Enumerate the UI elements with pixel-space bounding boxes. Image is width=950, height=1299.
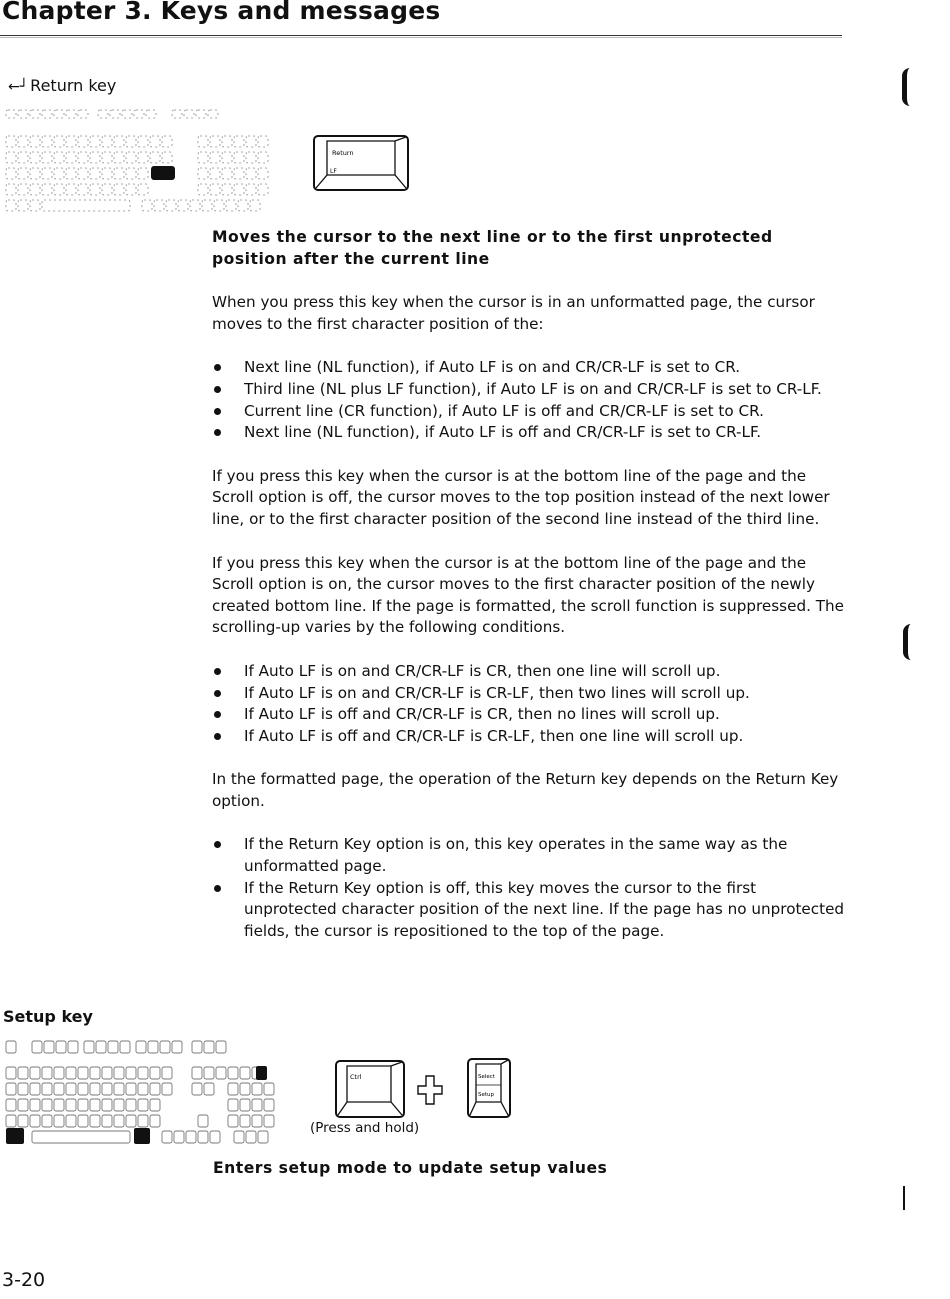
list-item: Next line (NL function), if Auto LF is on and CR/CR-LF is set to CR.	[212, 357, 848, 379]
list-item: If Auto LF is on and CR/CR-LF is CR-LF, then two lines will scroll up.	[212, 683, 848, 705]
return-list-2	[212, 661, 848, 747]
return-para-4: In the formatted page, the operation of the Return key depends on the Return Key option.	[212, 770, 839, 810]
return-key-heading-text: Return key	[30, 76, 117, 95]
select-key-label: Select	[478, 1074, 495, 1080]
setup-key-lead: Enters setup mode to update setup values	[213, 1159, 608, 1177]
title-rule-shadow	[0, 37, 842, 38]
return-arrow-icon: ←┘	[8, 79, 29, 95]
setup-key-heading: Setup key	[3, 1007, 93, 1026]
lf-key-cap-label: LF	[330, 168, 337, 175]
return-para-2: If you press this key when the cursor is at the bottom line of the page and the Scroll option is off, the cursor moves to the top position instead of the next lower line, or to the first character position of the second line instead of the third line.	[212, 466, 830, 528]
list-item: If Auto LF is off and CR/CR-LF is CR-LF, then one line will scroll up.	[212, 726, 848, 748]
list-item: If the Return Key option is on, this key operates in the same way as the unformatted page.	[212, 834, 848, 877]
return-key-heading	[8, 76, 116, 95]
ctrl-key-label: Ctrl	[350, 1073, 362, 1081]
return-para-3: If you press this key when the cursor is at the bottom line of the page and the Scroll option is on, the cursor moves to the first character position of the newly created bottom line. If the page is formatted, the scroll function is suppressed. The scrolling-up varies by the following conditions.	[212, 553, 844, 637]
list-item: If the Return Key option is off, this key moves the cursor to the first unprotected character position of the next line. If the page has no unprotected fields, the cursor is repositioned to the top of the page.	[212, 878, 848, 943]
list-item: Third line (NL plus LF function), if Auto LF is on and CR/CR-LF is set to CR-LF.	[212, 379, 848, 401]
return-key-description	[212, 227, 848, 942]
setup-key-label: Setup	[478, 1092, 495, 1098]
list-item: Current line (CR function), if Auto LF is off and CR/CR-LF is set to CR.	[212, 401, 848, 423]
revision-bar	[902, 68, 913, 106]
list-item: Next line (NL function), if Auto LF is off and CR/CR-LF is set to CR-LF.	[212, 422, 848, 444]
return-list-1	[212, 357, 848, 443]
keyboard-diagram-setup	[2, 1037, 277, 1147]
return-key-cap-label: Return	[332, 149, 354, 157]
return-key-cap-icon	[313, 135, 409, 191]
revision-bar	[903, 624, 914, 660]
chapter-title: Chapter 3. Keys and messages	[2, 0, 441, 25]
plus-icon	[416, 1074, 444, 1106]
select-setup-key-cap-icon	[467, 1058, 511, 1118]
keyboard-diagram-return	[2, 108, 272, 216]
ctrl-key-cap-icon	[335, 1060, 405, 1118]
ctrl-key-highlight-right	[134, 1128, 150, 1144]
title-rule	[0, 35, 842, 36]
select-key-highlight	[256, 1066, 267, 1080]
page-number: 3-20	[2, 1269, 46, 1291]
return-para-1: When you press this key when the cursor is in an unformatted page, the cursor moves to the first character position of the:	[212, 293, 815, 333]
revision-bar	[903, 1186, 905, 1210]
ctrl-key-highlight	[6, 1128, 24, 1144]
return-list-3	[212, 834, 848, 942]
list-item: If Auto LF is on and CR/CR-LF is CR, then one line will scroll up.	[212, 661, 848, 683]
return-key-highlight	[151, 166, 175, 180]
return-key-lead: Moves the cursor to the next line or to the first unprotected position after the current line	[212, 228, 773, 268]
list-item: If Auto LF is off and CR/CR-LF is CR, then no lines will scroll up.	[212, 704, 848, 726]
press-and-hold-caption: (Press and hold)	[310, 1120, 420, 1136]
